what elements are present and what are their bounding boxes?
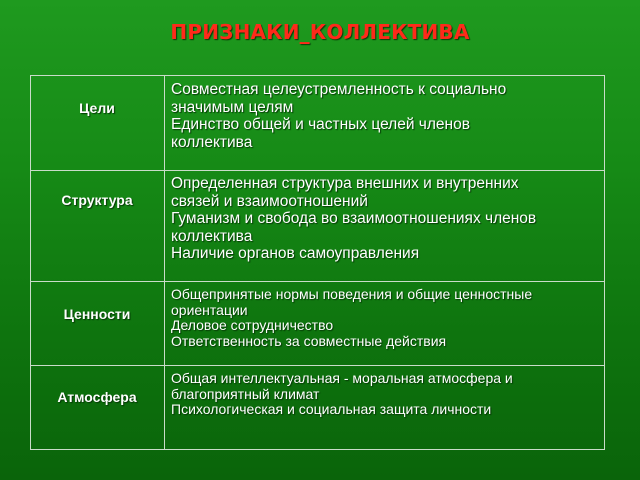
- row-text-line: Гуманизм и свобода во взаимоотношениях членов: [171, 210, 537, 227]
- table-row-divider: [30, 170, 605, 171]
- row-text-line: Психологическая и социальная защита личности: [171, 401, 492, 417]
- row-text-line: Совместная целеустремленность к социально: [171, 81, 507, 98]
- row-text-line: значимым целям: [171, 98, 294, 116]
- table-row-divider: [30, 281, 605, 282]
- row-text-line: коллектива: [171, 133, 253, 151]
- table-border-top: [30, 75, 605, 76]
- row-label-structure: Структура: [61, 192, 133, 208]
- slide-title: ПРИЗНАКИ_КОЛЛЕКТИВА: [170, 20, 470, 44]
- row-content-values: [171, 287, 601, 349]
- row-text-line: благоприятный климат: [171, 385, 320, 402]
- row-content-atmosphere: [171, 371, 601, 418]
- table-border-right: [604, 75, 605, 450]
- row-content-goals: [171, 81, 601, 151]
- row-text-line: связей и взаимоотношений: [171, 192, 368, 210]
- row-label-atmosphere: Атмосфера: [57, 389, 137, 405]
- row-text-line: Общая интеллектуальная - моральная атмосфера и: [171, 370, 513, 386]
- row-text-line: Единство общей и частных целей членов: [171, 116, 470, 133]
- row-label-goals: Цели: [79, 100, 115, 116]
- table-border-bottom: [30, 449, 605, 450]
- row-text-line: Общепринятые нормы поведения и общие ценностные: [171, 286, 533, 302]
- characteristics-table: [30, 75, 605, 450]
- table-column-divider: [164, 75, 165, 450]
- row-content-structure: [171, 175, 601, 263]
- row-label-values: Ценности: [63, 306, 131, 322]
- row-text-line: коллектива: [171, 227, 253, 245]
- row-text-line: Определенная структура внешних и внутренних: [171, 175, 519, 192]
- row-text-line: Деловое сотрудничество: [171, 317, 334, 333]
- row-text-line: Ответственность за совместные действия: [171, 332, 447, 349]
- row-text-line: ориентации: [171, 301, 248, 318]
- table-row-divider: [30, 365, 605, 366]
- row-text-line: Наличие органов самоуправления: [171, 245, 420, 262]
